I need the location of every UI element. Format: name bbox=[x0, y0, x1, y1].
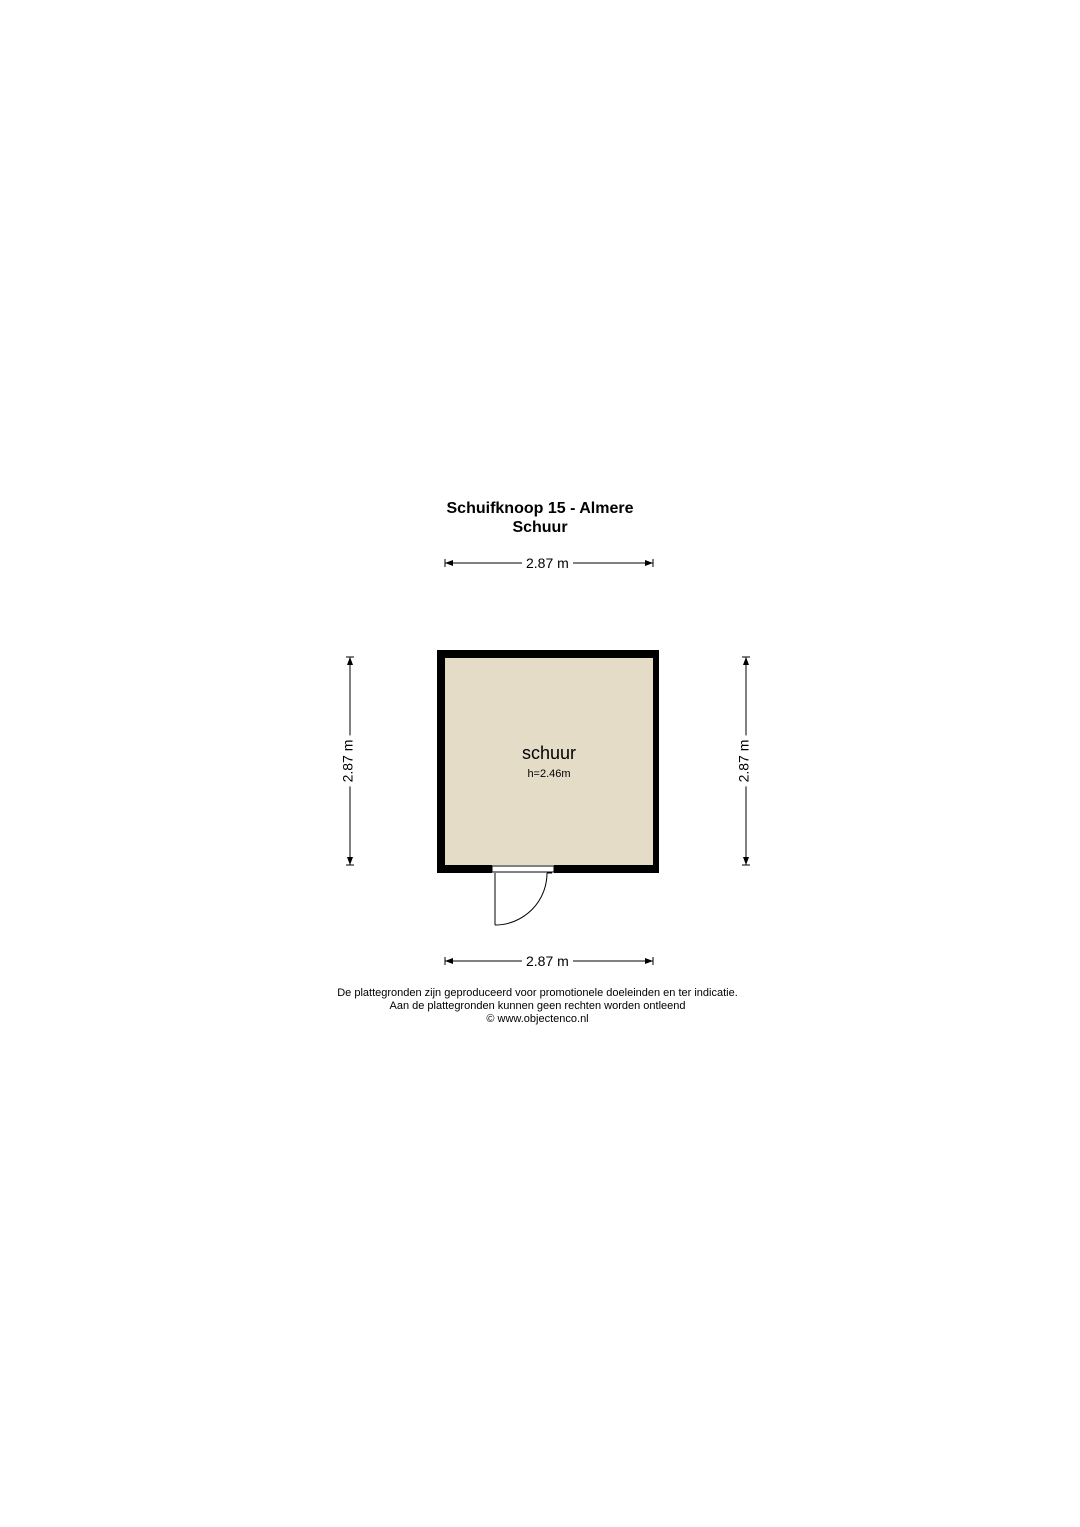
room-name: schuur bbox=[521, 743, 577, 763]
room-height: h=2.46m bbox=[527, 768, 571, 780]
plan-address-title: Schuifknoop 15 - Almere bbox=[446, 500, 634, 517]
copyright-line: © www.objectenco.nl bbox=[486, 1013, 589, 1025]
disclaimer-line-2: Aan de plattegronden kunnen geen rechten worden ontleend bbox=[389, 1000, 686, 1012]
plan-floor-title: Schuur bbox=[512, 519, 568, 536]
dimension-label-bottom: 2.87 m bbox=[522, 953, 573, 969]
dimension-label-top: 2.87 m bbox=[522, 555, 573, 571]
door bbox=[492, 865, 554, 925]
dimension-label-left: 2.87 m bbox=[339, 736, 355, 787]
disclaimer-line-1: De plattegronden zijn geproduceerd voor promotionele doeleinden en ter indicatie. bbox=[337, 987, 738, 999]
dimension-label-right: 2.87 m bbox=[735, 736, 751, 787]
